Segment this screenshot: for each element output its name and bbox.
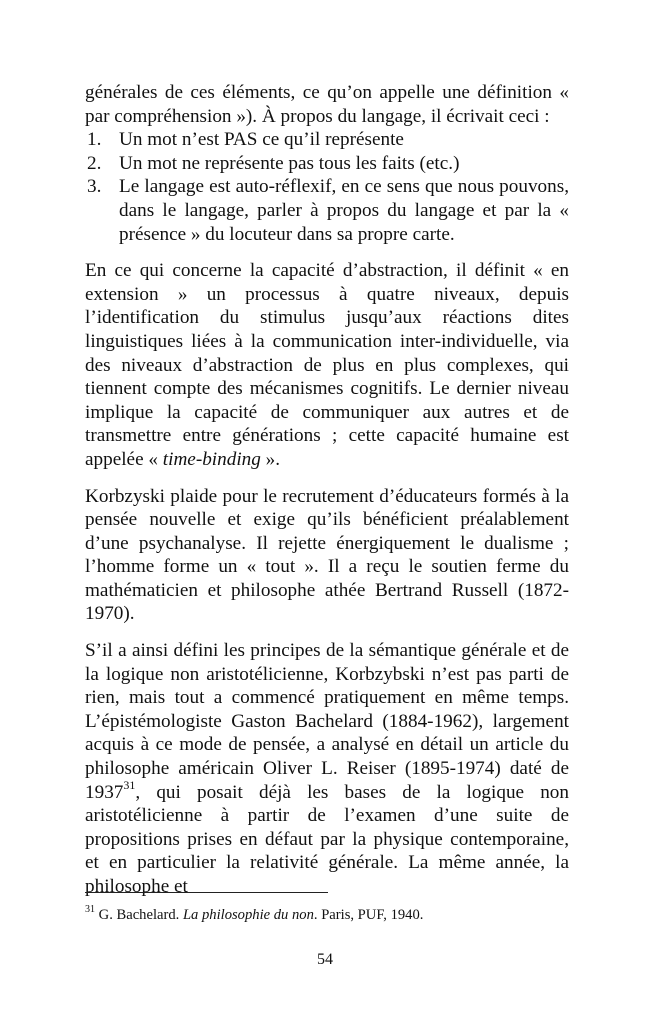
paragraph-bachelard-tail: , qui posait déjà les bases de la logique non aristotélicienne à partir de l’examen d’une suite de propositions prises en défaut par la physique contemporaine, et en particulier la relativité générale. La même année, la philosophe et	[85, 781, 569, 897]
paragraph-intro	[85, 81, 569, 128]
footnote-divider	[85, 892, 328, 893]
list-item	[85, 175, 569, 246]
paragraph-abstraction-italic: time-binding	[162, 448, 261, 470]
paragraph-intro-text: générales de ces éléments, ce qu’on appelle une définition « par compréhension »). À propos du langage, il écrivait ceci :	[85, 82, 569, 127]
page-body	[85, 81, 569, 899]
paragraph-korbzyski-text: Korbzyski plaide pour le recrutement d’éducateurs formés à la pensée nouvelle et exige qu’ils bénéficient préalablement d’une psychanalyse. Il rejette énergiquement le dualisme ; l’homme forme un « tout ». Il a reçu le soutien ferme du mathématicien et philosophe athée Bertrand Russell (1872-1970).	[85, 485, 569, 625]
paragraph-bachelard-text: S’il a ainsi défini les principes de la sémantique générale et de la logique non aristotélicienne, Korbzybski n’est pas parti de rien, mais tout a commencé pratiquement en même temps. L’épistémologiste Gaston Bachelard (1884-1962), largement acquis à ce mode de pensée, a analysé en détail un article du philosophe américain Oliver L. Reiser (1895-1974) daté de 1937	[85, 640, 569, 803]
paragraph-abstraction-tail: ».	[260, 448, 281, 470]
list-item-text: Un mot n’est PAS ce qu’il représente	[119, 129, 404, 151]
footnote-publisher: . Paris, PUF, 1940.	[313, 907, 424, 923]
paragraph-abstraction	[85, 259, 569, 471]
page-number: 54	[317, 951, 333, 968]
footnote-text: G. Bachelard.	[95, 907, 183, 923]
list-item-text: Le langage est auto-réflexif, en ce sens que nous pouvons, dans le langage, parler à propos du langage et par la « présence » du locuteur dans sa propre carte.	[119, 176, 569, 245]
list-item-text: Un mot ne représente pas tous les faits (etc.)	[119, 152, 460, 174]
paragraph-abstraction-text: En ce qui concerne la capacité d’abstraction, il définit « en extension » un processus à quatre niveaux, depuis l’identification du stimulus jusqu’aux réactions dites linguistiques liées à la communication inter-individuelle, via des niveaux d’abstraction de plus en plus complexes, qui tiennent compte des mécanismes cognitifs. Le dernier niveau implique la capacité de communiquer aux autres et de transmettre entre générations ; cette capacité humaine est appelée «	[85, 260, 569, 470]
footnote-book-title: La philosophie du non	[182, 907, 314, 923]
footnote	[85, 906, 569, 924]
list-item	[85, 152, 569, 176]
paragraph-bachelard	[85, 639, 569, 899]
list-item	[85, 128, 569, 152]
numbered-list	[85, 128, 569, 246]
list-item-number: 1.	[87, 129, 102, 151]
list-item-number: 2.	[87, 152, 102, 174]
paragraph-korbzyski	[85, 485, 569, 627]
footnote-number: 31	[85, 904, 95, 916]
list-item-number: 3.	[87, 176, 102, 198]
footnote-reference[interactable]: 31	[123, 778, 136, 793]
